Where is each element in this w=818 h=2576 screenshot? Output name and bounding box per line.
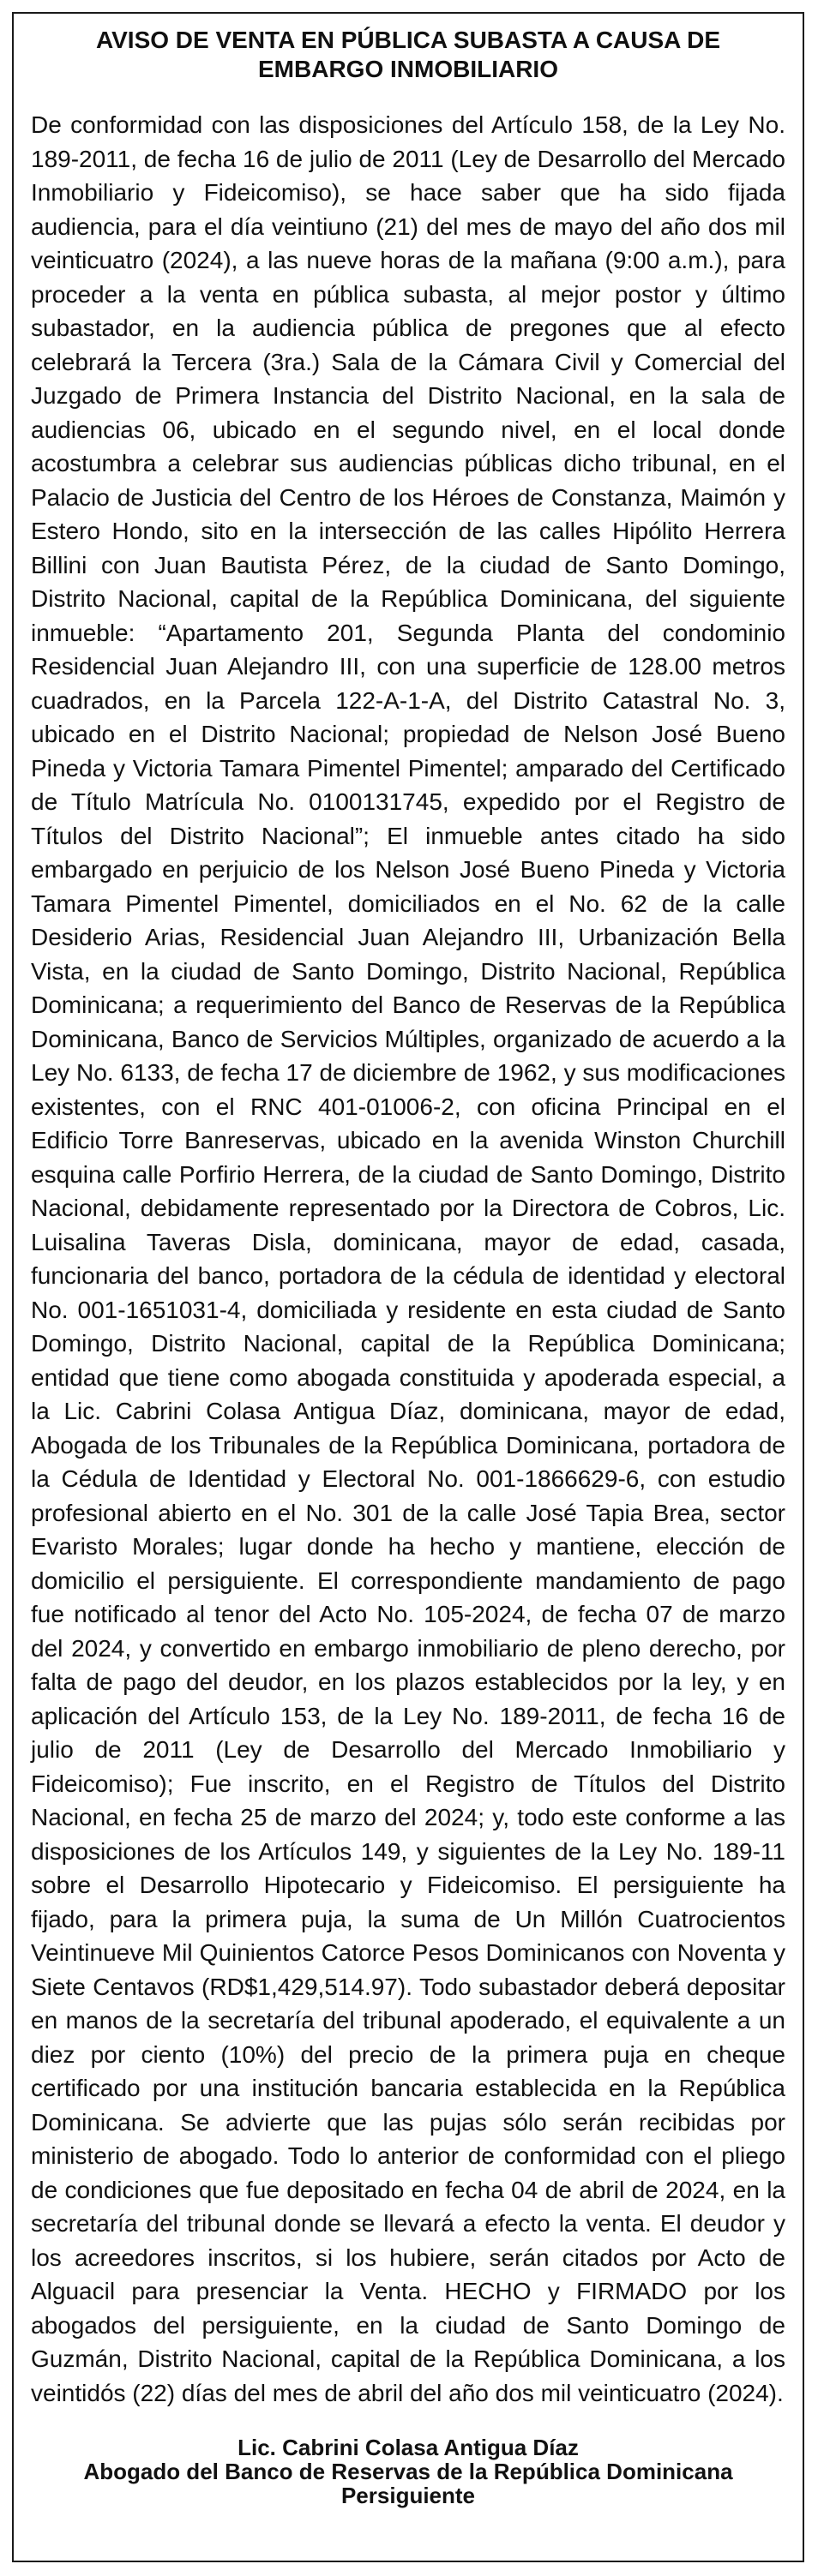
signature-block	[31, 2435, 785, 2507]
signature-role: Abogado del Banco de Reservas de la República Dominicana	[83, 2459, 733, 2484]
notice-title-line-1: AVISO DE VENTA EN PÚBLICA SUBASTA A CAUSA DE	[95, 27, 721, 53]
notice-title	[31, 26, 785, 84]
legal-notice	[12, 12, 804, 2562]
notice-body: De conformidad con las disposiciones del Artículo 158, de la Ley No. 189-2011, de fecha 16 de julio de 2011 (Ley de Desarrollo del Mercado Inmobiliario y Fideicomiso), se hace saber que ha sido fijada audiencia, para el día veintiuno (21) del mes de mayo del año dos mil veinticuatro (2024), a las nueve horas de la mañana (9:00 a.m.), para proceder a la venta en pública subasta, al mejor postor y último subastador, en la audiencia pública de pregones que al efecto celebrará la Tercera (3ra.) Sala de la Cámara Civil y Comercial del Juzgado de Primera Instancia del Distrito Nacional, en la sala de audiencias 06, ubicado en el segundo nivel, en el local donde acostumbra a celebrar sus audiencias públicas dicho tribunal, en el Palacio de Justicia del Centro de los Héroes de Constanza, Maimón y Estero Hondo, sito en la intersección de las calles Hipólito Herrera Billini con Juan Bautista Pérez, de la ciudad de Santo Domingo, Distrito Nacional, capital de la República Dominicana, del siguiente inmueble: “Apartamento 201, Segunda Planta del condominio Residencial Juan Alejandro III, con una superficie de 128.00 metros cuadrados, en la Parcela 122-A-1-A, del Distrito Catastral No. 3, ubicado en el Distrito Nacional; propiedad de Nelson José Bueno Pineda y Victoria Tamara Pimentel Pimentel; amparado del Certificado de Título Matrícula No. 0100131745, expedido por el Registro de Títulos del Distrito Nacional”; El inmueble antes citado ha sido embargado en perjuicio de los Nelson José Bueno Pineda y Victoria Tamara Pimentel Pimentel, domiciliados en el No. 62 de la calle Desiderio Arias, Residencial Juan Alejandro III, Urbanización Bella Vista, en la ciudad de Santo Domingo, Distrito Nacional, República Dominicana; a requerimiento del Banco de Reservas de la República Dominicana, Banco de Servicios Múltiples, organizado de acuerdo a la Ley No. 6133, de fecha 17 de diciembre de 1962, y sus modificaciones existentes, con el RNC 401-01006-2, con oficina Principal en el Edificio Torre Banreservas, ubicado en la avenida Winston Churchill esquina calle Porfirio Herrera, de la ciudad de Santo Domingo, Distrito Nacional, debidamente representado por la Directora de Cobros, Lic. Luisalina Taveras Disla, dominicana, mayor de edad, casada, funcionaria del banco, portadora de la cédula de identidad y electoral No. 001-1651031-4, domiciliada y residente en esta ciudad de Santo Domingo, Distrito Nacional, capital de la República Dominicana; entidad que tiene como abogada constituida y apoderada especial, a la Lic. Cabrini Colasa Antigua Díaz, dominicana, mayor de edad, Abogada de los Tribunales de la República Dominicana, portadora de la Cédula de Identidad y Electoral No. 001-1866629-6, con estudio profesional abierto en el No. 301 de la calle José Tapia Brea, sector Evaristo Morales; lugar donde ha hecho y mantiene, elección de domicilio el persiguiente. El correspondiente mandamiento de pago fue notificado al tenor del Acto No. 105-2024, de fecha 07 de marzo del 2024, y convertido en embargo inmobiliario de pleno derecho, por falta de pago del deudor, en los plazos establecidos por la ley, y en aplicación del Artículo 153, de la Ley No. 189-2011, de fecha 16 de julio de 2011 (Ley de Desarrollo del Mercado Inmobiliario y Fideicomiso); Fue inscrito, en el Registro de Títulos del Distrito Nacional, en fecha 25 de marzo del 2024; y, todo este conforme a las disposiciones de los Artículos 149, y siguientes de la Ley No. 189-11 sobre el Desarrollo Hipotecario y Fideicomiso. El persiguiente ha fijado, para la primera puja, la suma de Un Millón Cuatrocientos Veintinueve Mil Quinientos Catorce Pesos Dominicanos con Noventa y Siete Centavos (RD$1,429,514.97). Todo subastador deberá depositar en manos de la secretaría del tribunal apoderado, el equivalente a un diez por ciento (10%) del precio de la primera puja en cheque certificado por una institución bancaria establecida en la República Dominicana. Se advierte que las pujas sólo serán recibidas por ministerio de abogado. Todo lo anterior de conformidad con el pliego de condiciones que fue depositado en fecha 04 de abril de 2024, en la secretaría del tribunal donde se llevará a efecto la venta. El deudor y los acreedores inscritos, si los hubiere, serán citados por Acto de Alguacil para presenciar la Venta. HECHO y FIRMADO por los abogados del persiguiente, en la ciudad de Santo Domingo de Guzmán, Distrito Nacional, capital de la República Dominicana, a los veintidós (22) días del mes de abril del año dos mil veinticuatro (2024).	[31, 111, 785, 2406]
signature-name: Lic. Cabrini Colasa Antigua Díaz	[238, 2435, 579, 2460]
signature-party: Persiguiente	[340, 2483, 476, 2508]
notice-title-line-2: EMBARGO INMOBILIARIO	[258, 56, 558, 82]
